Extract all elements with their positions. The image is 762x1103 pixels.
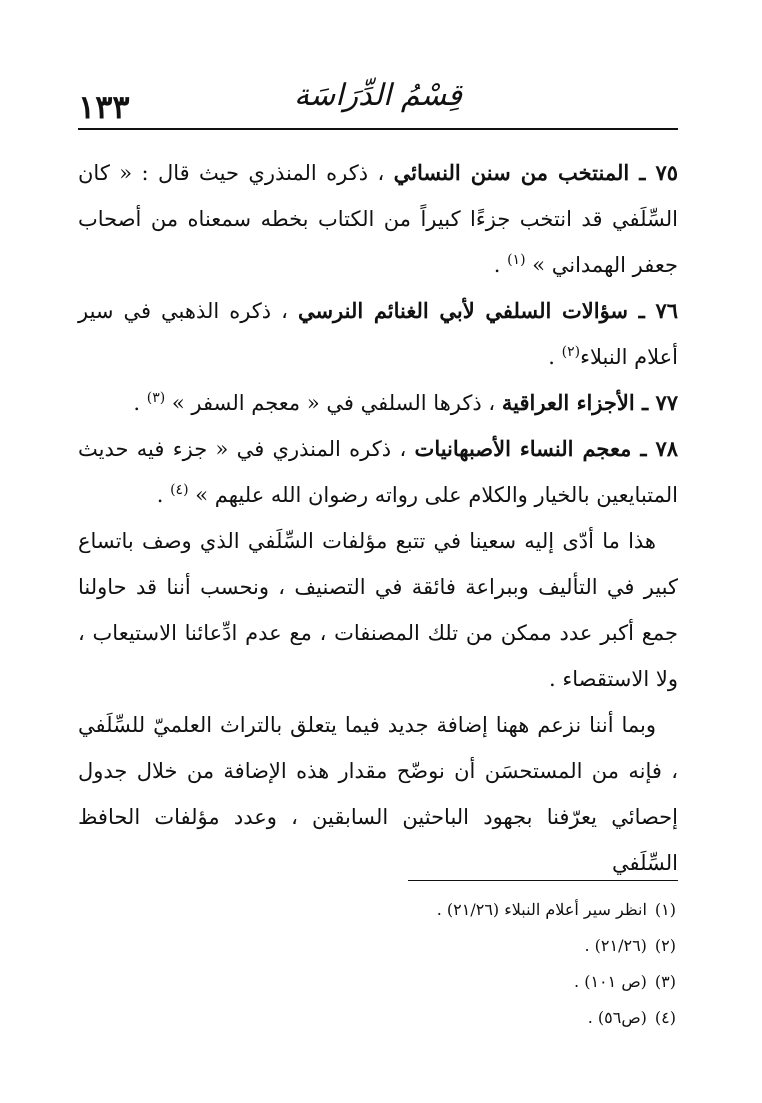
entry-body: ، ذكره المنذري حيث قال : « كان السِّلَفي قد انتخب جزءًا كبيراً من الكتاب بخطه سمعناه من أصحاب جعفر الهمداني » (78, 161, 678, 277)
page-header (78, 78, 678, 130)
entry-75 (78, 150, 678, 288)
entry-title: ٧٧ ـ الأجزاء العراقية (501, 390, 678, 415)
footnotes (78, 892, 676, 1036)
entry-body: ، ذكرها السلفي في « معجم السفر » (165, 391, 502, 415)
entry-76 (78, 288, 678, 380)
body-paragraph: هذا ما أدّى إليه سعينا في تتبع مؤلفات السِّلَفي الذي وصف باتساع كبير في التأليف وببراعة فائقة في التصنيف ، ونحسب أننا قد حاولنا جمع أكبر عدد ممكن من تلك المصنفات ، مع عدم ادِّعائنا الاستيعاب ، ولا الاستقصاء . (78, 529, 678, 691)
footnote-3 (78, 964, 676, 1000)
footnote-ref: (٢) (561, 344, 581, 360)
footnote-ref: (٤) (170, 482, 189, 498)
footnote-ref: (٣) (146, 390, 166, 406)
entry-title: ٧٨ ـ معجم النساء الأصبهانيات (414, 436, 678, 461)
entry-tail: . (548, 345, 562, 369)
footnote-text: (ص٥٦) . (587, 1008, 647, 1027)
entry-tail: . (493, 253, 508, 277)
main-text (78, 150, 678, 886)
entry-77 (78, 380, 678, 426)
body-paragraph: وبما أننا نزعم ههنا إضافة جديد فيما يتعلق بالتراث العلميّ للسِّلَفي ، فإنه من المستحسَن أن نوضّح مقدار هذه الإضافة من خلال جدول إحصائي يعرّفنا بجهود الباحثين السابقين ، وعدد مؤلفات الحافظ السِّلَفي (78, 713, 678, 875)
footnote-text: (ص ١٠١) . (574, 972, 647, 991)
running-title: قِسْمُ الدِّرَاسَة (294, 78, 462, 113)
header-rule (78, 128, 678, 130)
footnote-4 (78, 1000, 676, 1036)
footnote-text: انظر سير أعلام النبلاء (٢١/٢٦) . (436, 900, 647, 919)
footnote-number: (١) (654, 900, 676, 919)
entry-body: ، ذكره المنذري في « جزء فيه حديث المتبايعين بالخيار والكلام على رواته رضوان الله عليهم » (78, 437, 678, 507)
page-number: ١٣٣ (78, 88, 130, 126)
entry-body: ، ذكره الذهبي في سير أعلام النبلاء (78, 299, 678, 369)
entry-tail: . (133, 391, 147, 415)
footnote-number: (٢) (654, 936, 676, 955)
entry-title: ٧٥ ـ المنتخب من سنن النسائي (393, 160, 679, 185)
footnote-number: (٤) (654, 1008, 676, 1027)
entry-tail: . (156, 483, 171, 507)
footnote-rule (408, 880, 678, 881)
footnote-2 (78, 928, 676, 964)
entry-title: ٧٦ ـ سؤالات السلفي لأبي الغنائم النرسي (297, 298, 679, 323)
footnote-text: (٢١/٢٦) . (584, 936, 647, 955)
footnote-1 (78, 892, 676, 928)
entry-78 (78, 426, 678, 518)
footnote-ref: (١) (507, 252, 526, 268)
footnote-number: (٣) (654, 972, 676, 991)
